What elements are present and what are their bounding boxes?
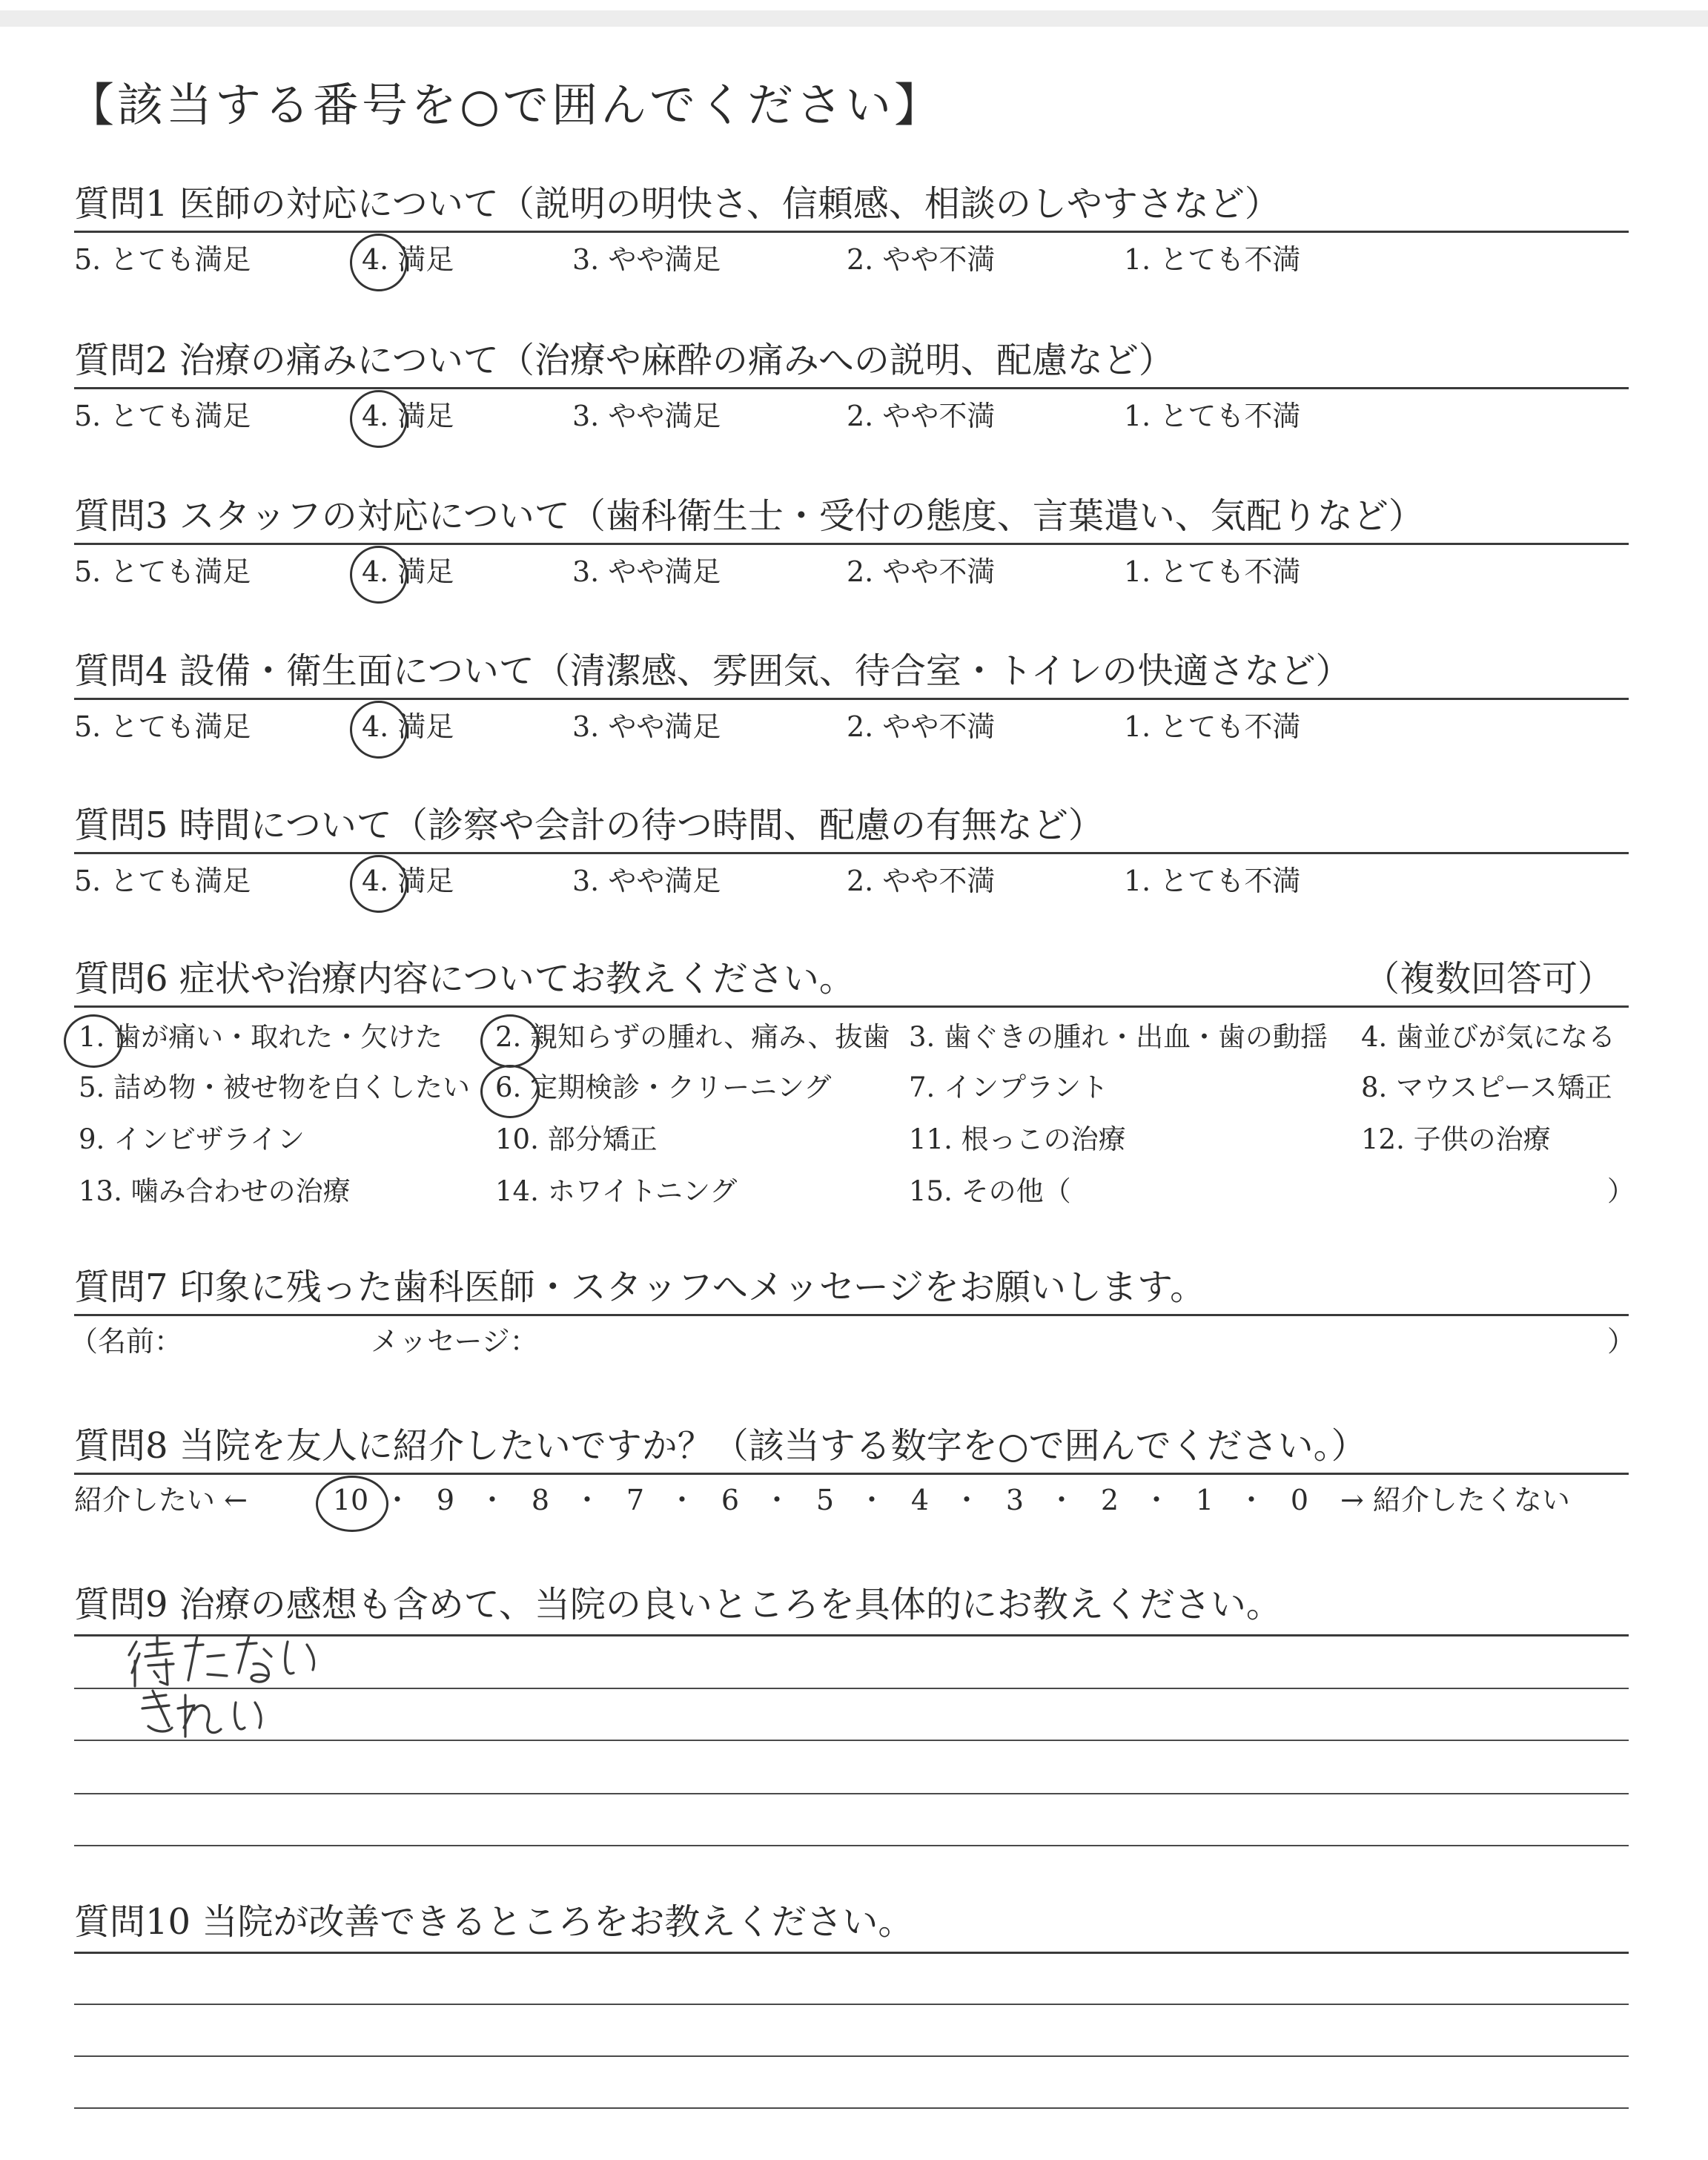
question-4-rule <box>74 698 1629 700</box>
q8-separator: ・ <box>857 1484 886 1516</box>
q6-option-4[interactable]: 4. 歯並びが気になる <box>1361 1021 1616 1053</box>
q8-separator: ・ <box>762 1484 791 1516</box>
q7-close-paren: ） <box>1607 1325 1636 1358</box>
question-6-title: 質問6 症状や治療内容についてお教えください。 <box>74 958 855 1000</box>
question-6-note: （複数回答可） <box>1364 958 1614 1000</box>
q6-option-10[interactable]: 10. 部分矯正 <box>495 1123 658 1155</box>
q6-other-close-paren: ） <box>1607 1175 1635 1207</box>
q9-answer-line-5 <box>74 1845 1629 1846</box>
question-3-rule <box>74 543 1629 545</box>
q9-handwritten-answer-2 <box>133 1685 267 1734</box>
q6-option-5[interactable]: 5. 詰め物・被せ物を白くしたい <box>79 1071 471 1103</box>
q4-option-4[interactable]: 4. 満足 <box>362 710 454 743</box>
q6-option-6[interactable]: 6. 定期検診・クリーニング <box>495 1071 832 1103</box>
q8-scale-8[interactable]: 8 <box>531 1484 550 1516</box>
q7-message-label: メッセージ： <box>371 1325 538 1358</box>
q2-option-5[interactable]: 5. とても満足 <box>74 400 251 432</box>
scan-top-edge <box>0 10 1708 27</box>
q3-option-5[interactable]: 5. とても満足 <box>74 555 251 588</box>
q2-option-3[interactable]: 3. やや満足 <box>572 400 721 432</box>
q5-option-3[interactable]: 3. やや満足 <box>572 865 721 897</box>
q3-option-4[interactable]: 4. 満足 <box>362 555 454 588</box>
q3-option-3[interactable]: 3. やや満足 <box>572 555 721 588</box>
q4-option-3[interactable]: 3. やや満足 <box>572 710 721 743</box>
q6-option-1[interactable]: 1. 歯が痛い・取れた・欠けた <box>79 1021 443 1053</box>
q5-option-5[interactable]: 5. とても満足 <box>74 865 251 897</box>
q5-option-2[interactable]: 2. やや不満 <box>847 865 996 897</box>
q8-separator: ・ <box>1047 1484 1076 1516</box>
q2-selection-circle <box>350 390 408 448</box>
q6-selection-circle-1 <box>64 1014 123 1068</box>
q9-handwritten-answer-1 <box>133 1636 311 1685</box>
q9-answer-line-4 <box>74 1793 1629 1794</box>
q6-option-15[interactable]: 15. その他（ <box>909 1175 1071 1207</box>
question-8-title: 質問8 当院を友人に紹介したいですか？（該当する数字を○で囲んでください。） <box>74 1425 1367 1467</box>
question-1-title: 質問1 医師の対応について（説明の明快さ、信頼感、相談のしやすさなど） <box>74 183 1280 225</box>
q5-selection-circle <box>350 855 408 913</box>
form-header: 【該当する番号を○で囲んでください】 <box>68 78 944 132</box>
q10-answer-line-4 <box>74 2107 1629 2109</box>
question-4-title: 質問4 設備・衛生面について（清潔感、雰囲気、待合室・トイレの快適さなど） <box>74 650 1351 692</box>
question-5-rule <box>74 852 1629 854</box>
q6-option-7[interactable]: 7. インプラント <box>909 1071 1109 1103</box>
q8-right-label: → 紹介したくない <box>1340 1484 1570 1516</box>
question-2-rule <box>74 387 1629 389</box>
q8-scale-4[interactable]: 4 <box>910 1484 930 1516</box>
q10-answer-line-3 <box>74 2055 1629 2057</box>
question-10-title: 質問10 当院が改善できるところをお教えください。 <box>74 1901 914 1943</box>
question-6-rule <box>74 1005 1629 1008</box>
q8-separator: ・ <box>1142 1484 1171 1516</box>
q5-option-1[interactable]: 1. とても不満 <box>1124 865 1301 897</box>
q4-selection-circle <box>350 701 408 759</box>
q8-scale-10[interactable]: 10 <box>332 1484 369 1516</box>
q6-option-13[interactable]: 13. 噛み合わせの治療 <box>79 1175 351 1207</box>
q1-option-4[interactable]: 4. 満足 <box>362 243 454 276</box>
q6-selection-circle-6 <box>480 1065 540 1118</box>
q6-option-11[interactable]: 11. 根っこの治療 <box>909 1123 1126 1155</box>
q8-scale-9[interactable]: 9 <box>436 1484 455 1516</box>
q5-option-4[interactable]: 4. 満足 <box>362 865 454 897</box>
q3-selection-circle <box>350 546 408 604</box>
q1-option-2[interactable]: 2. やや不満 <box>847 243 996 276</box>
q3-option-1[interactable]: 1. とても不満 <box>1124 555 1301 588</box>
q7-name-label: （名前： <box>70 1325 183 1358</box>
q3-option-2[interactable]: 2. やや不満 <box>847 555 996 588</box>
q6-option-14[interactable]: 14. ホワイトニング <box>495 1175 738 1207</box>
q6-option-3[interactable]: 3. 歯ぐきの腫れ・出血・歯の動揺 <box>909 1021 1328 1053</box>
question-1-rule <box>74 231 1629 233</box>
question-7-title: 質問7 印象に残った歯科医師・スタッフへメッセージをお願いします。 <box>74 1266 1206 1308</box>
q6-option-9[interactable]: 9. インビザライン <box>79 1123 305 1155</box>
q8-separator: ・ <box>572 1484 601 1516</box>
q1-option-5[interactable]: 5. とても満足 <box>74 243 251 276</box>
q1-selection-circle <box>350 234 408 291</box>
q8-left-label: 紹介したい ← <box>74 1484 248 1516</box>
q8-selection-circle <box>316 1476 388 1532</box>
q1-option-3[interactable]: 3. やや満足 <box>572 243 721 276</box>
q8-scale-2[interactable]: 2 <box>1100 1484 1119 1516</box>
q2-option-1[interactable]: 1. とても不満 <box>1124 400 1301 432</box>
q6-option-2[interactable]: 2. 親知らずの腫れ、痛み、抜歯 <box>495 1021 890 1053</box>
question-5-title: 質問5 時間について（診察や会計の待つ時間、配慮の有無など） <box>74 805 1104 846</box>
q4-option-1[interactable]: 1. とても不満 <box>1124 710 1301 743</box>
q8-scale-5[interactable]: 5 <box>815 1484 835 1516</box>
q8-scale-6[interactable]: 6 <box>721 1484 740 1516</box>
q8-separator: ・ <box>1237 1484 1265 1516</box>
question-7-rule <box>74 1314 1629 1316</box>
question-8-rule <box>74 1473 1629 1475</box>
q8-separator: ・ <box>667 1484 696 1516</box>
q8-separator: ・ <box>477 1484 506 1516</box>
q8-scale-3[interactable]: 3 <box>1005 1484 1025 1516</box>
q4-option-2[interactable]: 2. やや不満 <box>847 710 996 743</box>
q8-scale-1[interactable]: 1 <box>1195 1484 1214 1516</box>
q6-option-8[interactable]: 8. マウスピース矯正 <box>1361 1071 1612 1103</box>
q8-separator: ・ <box>952 1484 981 1516</box>
q8-scale-0[interactable]: 0 <box>1290 1484 1309 1516</box>
question-9-title: 質問9 治療の感想も含めて、当院の良いところを具体的にお教えください。 <box>74 1584 1282 1625</box>
q8-scale-7[interactable]: 7 <box>626 1484 645 1516</box>
question-3-title: 質問3 スタッフの対応について（歯科衛生士・受付の態度、言葉遣い、気配りなど） <box>74 495 1424 537</box>
q6-selection-circle-2 <box>480 1014 540 1068</box>
q2-option-4[interactable]: 4. 満足 <box>362 400 454 432</box>
q2-option-2[interactable]: 2. やや不満 <box>847 400 996 432</box>
q6-option-12[interactable]: 12. 子供の治療 <box>1361 1123 1551 1155</box>
q8-separator: ・ <box>383 1484 411 1516</box>
q1-option-1[interactable]: 1. とても不満 <box>1124 243 1301 276</box>
question-2-title: 質問2 治療の痛みについて（治療や麻酔の痛みへの説明、配慮など） <box>74 340 1174 381</box>
q10-answer-line-2 <box>74 2004 1629 2005</box>
q4-option-5[interactable]: 5. とても満足 <box>74 710 251 743</box>
q10-answer-line-1 <box>74 1952 1629 1954</box>
